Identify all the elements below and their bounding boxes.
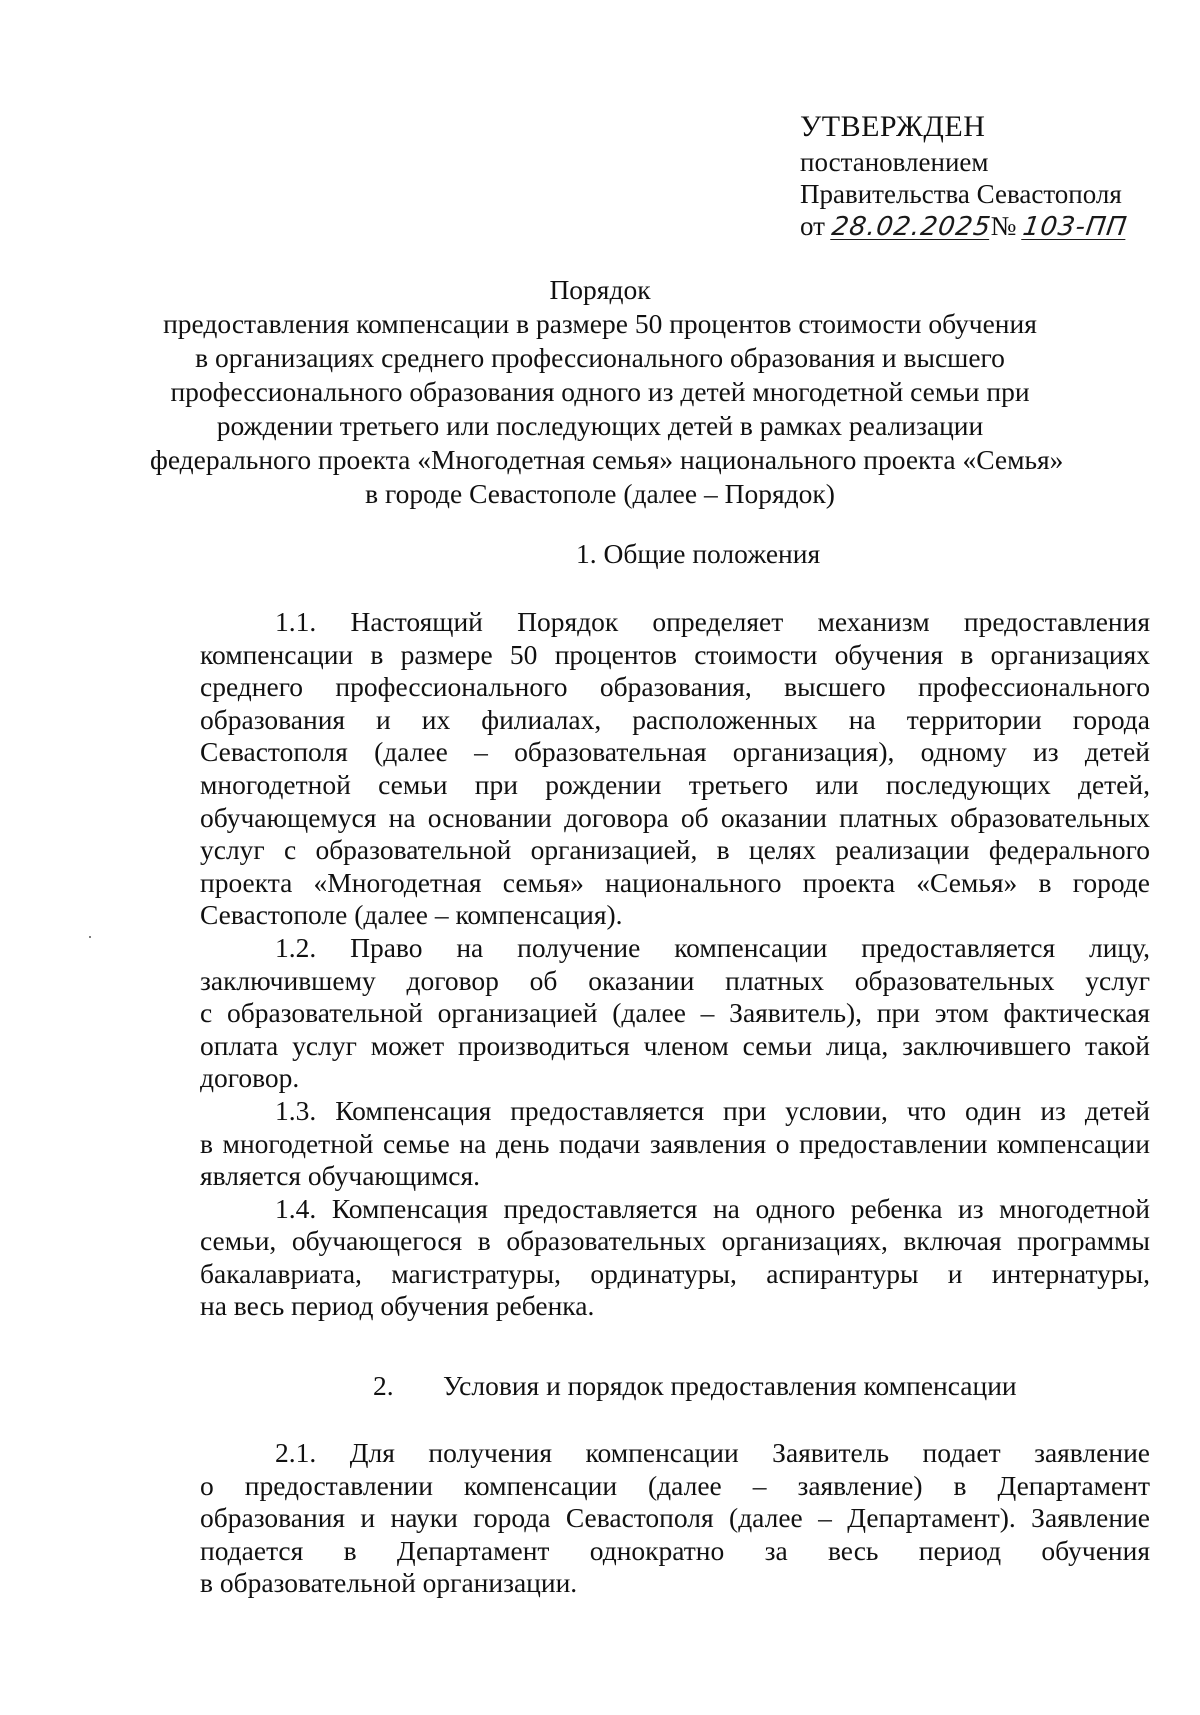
paragraph-line: семьи, обучающегося в образовательных организациях, включая программы [200, 1225, 1150, 1257]
paragraph-line: 1.2. Право на получение компенсации предоставляется лицу, [275, 931, 1150, 963]
paragraph-line: 1.4. Компенсация предоставляется на одного ребенка из многодетной [275, 1192, 1150, 1224]
section-2-number: 2. [373, 1370, 394, 1401]
paragraph-line: Севастополе (далее – компенсация). [200, 899, 623, 931]
title-line: Порядок [549, 274, 651, 305]
paragraph-line: на весь период обучения ребенка. [200, 1290, 595, 1322]
approval-line-government: Правительства Севастополя [800, 179, 1122, 209]
section-1-heading: 1. Общие положения [576, 538, 821, 569]
paragraph-line: заключившему договор об оказании платных образовательных услуг [200, 964, 1150, 996]
paragraph-line: с образовательной организацией (далее – Заявитель), при этом фактическая [200, 997, 1150, 1029]
document-title [150, 273, 1064, 511]
paragraph-line: бакалавриата, магистратуры, ординатуры, аспирантуры и интернатуры, [200, 1257, 1150, 1289]
handwritten-number: 103-ПП [1020, 212, 1130, 242]
paragraph-line: проекта «Многодетная семья» национального проекта «Семья» в городе [200, 866, 1150, 898]
paragraph-line: является обучающимся. [200, 1160, 480, 1192]
section-1-body [200, 606, 1150, 1323]
paragraph-line: о предоставлении компенсации (далее – заявление) в Департамент [200, 1469, 1150, 1501]
paragraph-line: обучающемуся на основании договора об оказании платных образовательных [200, 801, 1150, 833]
paragraph-line: в образовательной организации. [200, 1567, 578, 1599]
paragraph-line: оплата услуг может производиться членом семьи лица, заключившего такой [200, 1029, 1150, 1061]
paragraph-line: образования и науки города Севастополя (далее – Департамент). Заявление [200, 1502, 1150, 1534]
title-line: федерального проекта «Многодетная семья» национального проекта «Семья» [150, 444, 1064, 475]
section-2-title: Условия и порядок предоставления компенсации [443, 1370, 1017, 1401]
paragraph-line: услуг с образовательной организацией, в целях реализации федерального [200, 834, 1150, 866]
date-prefix: от [800, 211, 825, 241]
handwritten-date: 28.02.2025 [829, 212, 993, 242]
section-2-body [200, 1437, 1150, 1600]
paragraph-line: 1.1. Настоящий Порядок определяет механизм предоставления [275, 606, 1150, 637]
paragraph-line: договор. [200, 1062, 300, 1094]
paragraph-line: образования и их филиалах, расположенных на территории города [200, 703, 1150, 735]
paragraph-line: в многодетной семье на день подачи заявления о предоставлении компенсации [200, 1127, 1150, 1159]
paragraph-line: среднего профессионального образования, высшего профессионального [200, 671, 1150, 703]
number-prefix: № [990, 211, 1017, 241]
title-line: в городе Севастополе (далее – Порядок) [365, 478, 835, 509]
approval-line-decree: постановлением [800, 147, 989, 177]
scan-speck [89, 936, 91, 938]
approved-heading: УТВЕРЖДЕН [800, 110, 986, 143]
approval-date-line [800, 210, 1180, 243]
paragraph-line: подается в Департамент однократно за весь период обучения [200, 1534, 1150, 1566]
title-line: предоставления компенсации в размере 50 процентов стоимости обучения [163, 308, 1037, 339]
section-2-heading [373, 1369, 1017, 1403]
approval-block [800, 110, 1180, 243]
paragraph-line: 2.1. Для получения компенсации Заявитель подает заявление [275, 1437, 1150, 1468]
paragraph-line: компенсации в размере 50 процентов стоимости обучения в организациях [200, 638, 1150, 670]
title-line: профессионального образования одного из детей многодетной семьи при [170, 376, 1030, 407]
title-line: рождении третьего или последующих детей в рамках реализации [216, 410, 984, 441]
paragraph-line: Севастополя (далее – образовательная организация), одному из детей [200, 736, 1150, 768]
title-line: в организациях среднего профессионального образования и высшего [195, 342, 1005, 373]
paragraph-line: 1.3. Компенсация предоставляется при условии, что один из детей [275, 1094, 1150, 1126]
paragraph-line: многодетной семьи при рождении третьего или последующих детей, [200, 768, 1150, 800]
